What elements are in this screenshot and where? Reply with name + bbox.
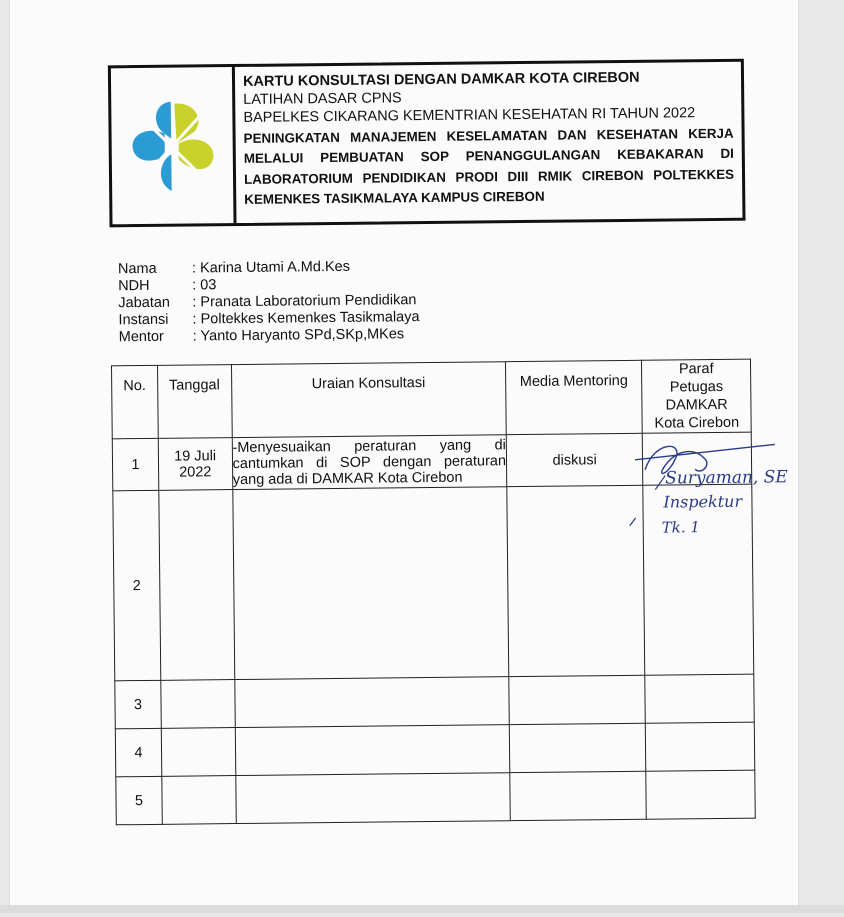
row-tanggal: [159, 490, 235, 681]
row-uraian: -Menyesuaikan peraturan yang di cantumkan di SOP dengan peraturan yang ada di DAMKAR Kota Cirebon: [232, 435, 507, 490]
identity-value: : Poltekkes Kemenkes Tasikmalaya: [192, 309, 420, 328]
row-uraian: [235, 773, 510, 824]
identity-label: Instansi: [118, 311, 169, 329]
row-media: [509, 675, 646, 724]
row-tanggal: [161, 728, 235, 777]
header-no: No.: [111, 365, 158, 438]
row-no: 4: [115, 728, 161, 776]
row-uraian: [232, 487, 508, 680]
identity-value: : Yanto Haryanto SPd,SKp,MKes: [192, 326, 405, 345]
logo-cell: [111, 67, 237, 224]
identity-row: [119, 326, 420, 346]
row-paraf: [646, 770, 755, 819]
identity-label: NDH: [118, 277, 150, 295]
row-media: [509, 723, 646, 772]
card-title: KARTU KONSULTASI DENGAN DAMKAR KOTA CIREBON: [242, 69, 640, 90]
row-no: 3: [115, 680, 161, 728]
row-paraf: [645, 674, 754, 723]
kemenkes-logo-icon: [124, 93, 221, 198]
row-media: [507, 485, 645, 676]
signature-title: Inspektur: [663, 491, 743, 512]
identity-value: : Pranata Laboratorium Pendidikan: [192, 292, 417, 311]
identity-section: [118, 258, 420, 346]
table-row: [116, 770, 755, 825]
identity-label: Mentor: [118, 328, 164, 346]
table-row: [115, 722, 754, 777]
header-box: [108, 59, 746, 228]
signature-name: Suryaman, SE: [665, 467, 788, 489]
row-media: [510, 771, 647, 820]
header-text: [235, 62, 743, 223]
row-media: diskusi: [506, 433, 643, 486]
row-uraian: [235, 725, 510, 776]
row-tanggal: 19 Juli 2022: [158, 438, 232, 491]
header-project-title: PENINGKATAN MANAJEMEN KESELAMATAN DAN KESEHATAN KERJA MELALUI PEMBUATAN SOP PENANGGULANGAN KEBAKARAN DI LABORATORIUM PENDIDIKAN PRODI DIII RMIK CIREBON POLTEKKES KEMENKES TASIKMALAYA KAMPUS CIREBON: [243, 126, 735, 207]
handwritten-signature: [625, 428, 806, 540]
row-paraf: [646, 722, 755, 771]
signature-rank: Tk. 1: [661, 518, 700, 537]
table-row: [115, 674, 754, 729]
header-paraf-line: DAMKAR: [665, 396, 728, 414]
identity-label: Nama: [117, 260, 157, 278]
identity-value: : 03: [192, 277, 217, 294]
header-uraian: Uraian Konsultasi: [231, 362, 506, 438]
header-paraf: [642, 359, 751, 433]
identity-label: Jabatan: [118, 294, 171, 312]
header-paraf-line: Kota Cirebon: [654, 414, 740, 432]
row-tanggal: [161, 680, 235, 729]
header-line-2: LATIHAN DASAR CPNS: [243, 90, 402, 109]
header-paraf-line: Petugas: [669, 378, 724, 396]
row-uraian: [234, 677, 509, 728]
row-no: 5: [116, 776, 162, 824]
row-no: 2: [113, 490, 161, 680]
identity-value: : Karina Utami A.Md.Kes: [191, 258, 351, 277]
header-media: Media Mentoring: [505, 360, 642, 434]
header-tanggal: Tanggal: [157, 365, 232, 439]
scan-bottom-edge: [0, 905, 844, 913]
table-header-row: [111, 359, 751, 439]
row-no: 1: [112, 438, 158, 490]
header-line-3: BAPELKES CIKARANG KEMENTRIAN KESEHATAN RI TAHUN 2022: [243, 105, 696, 127]
row-tanggal: [162, 776, 236, 825]
header-paraf-line: Paraf: [678, 361, 714, 378]
